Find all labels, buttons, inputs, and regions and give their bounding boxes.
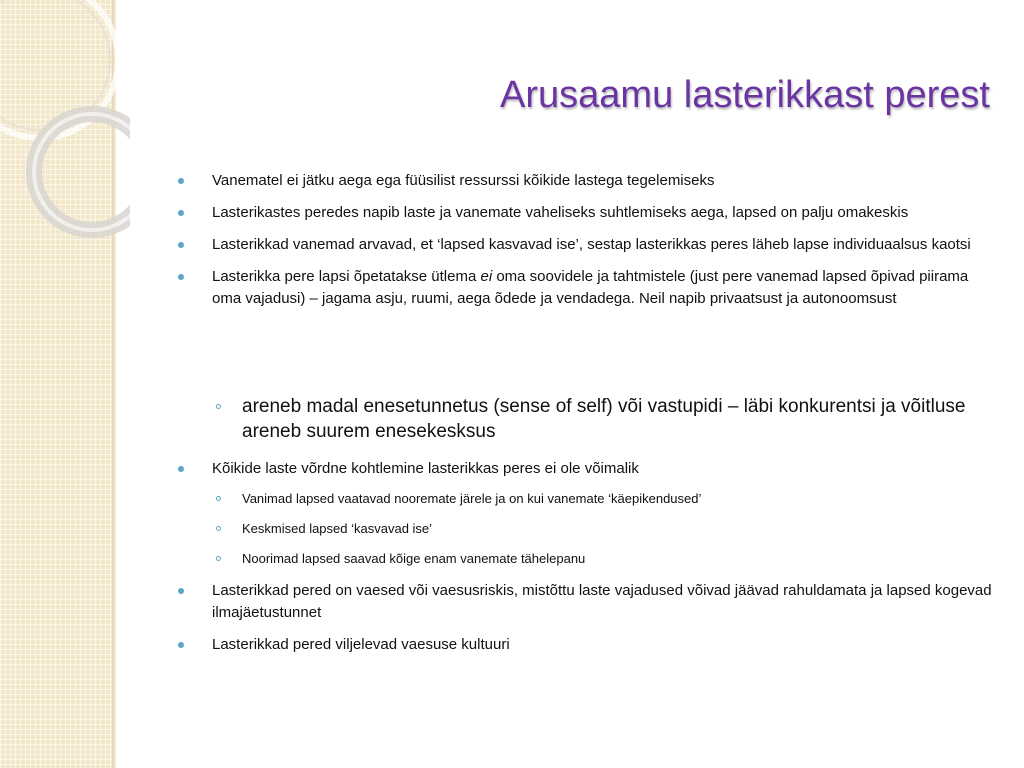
bullet-dot-icon [178, 466, 184, 472]
bullet-text: Vanematel ei jätku aega ega füüsilist ressurssi kõikide lastega tegelemiseks [212, 172, 715, 189]
bullet-text-part: oma soovidele ja tahtmistele (just pere vanemad lapsed õpivad piirama oma vajadusi) – jagama asju, ruumi, aega õdede ja vendadega. Neil napib privaatsust ja autonoomsust [212, 268, 969, 307]
bullet-text [212, 268, 968, 307]
sub-bullet-ring-icon [216, 526, 221, 531]
bullet-dot-icon [178, 178, 184, 184]
sub-bullet-ring-icon [216, 404, 221, 409]
bullet-text: Lasterikkad pered on vaesed või vaesusriskis, mistõttu laste vajadused võivad jäävad rahuldamata ja lapsed kogevad ilmajäetustunnet [212, 582, 992, 621]
bullet-dot-icon [178, 642, 184, 648]
sub-bullet-text: areneb madal enesetunnetus (sense of self) või vastupidi – läbi konkurentsi ja võitluse areneb suurem enesekesksus [242, 396, 966, 442]
bullet-item [178, 634, 998, 656]
bullet-dot-icon [178, 242, 184, 248]
bullet-text-part: Lasterikka pere lapsi õpetatakse ütlema [212, 268, 481, 285]
bullet-item [178, 170, 998, 192]
sub-bullet-text: Vanimad lapsed vaatavad nooremate järele ja on kui vanemate ‘käepikendused’ [242, 491, 702, 506]
bullet-list-continued [178, 394, 998, 666]
bullet-list [178, 170, 998, 320]
sub-bullet-item [178, 520, 998, 538]
slide-title: Arusaamu lasterikkast perest [500, 74, 990, 116]
sub-bullet-text: Keskmised lapsed ‘kasvavad ise’ [242, 521, 433, 536]
sub-bullet-ring-icon [216, 556, 221, 561]
bullet-text: Lasterikkad pered viljelevad vaesuse kultuuri [212, 636, 510, 653]
bullet-dot-icon [178, 588, 184, 594]
bullet-item [178, 202, 998, 224]
sub-bullet-text: Noorimad lapsed saavad kõige enam vanemate tähelepanu [242, 551, 586, 566]
bullet-dot-icon [178, 274, 184, 280]
decorative-rings [0, 0, 130, 260]
bullet-item [178, 580, 998, 624]
bullet-text-emphasis: ei [480, 268, 493, 285]
sub-bullet-ring-icon [216, 496, 221, 501]
sub-bullet-item [178, 550, 998, 568]
bullet-item [178, 234, 998, 256]
bullet-text: Lasterikkad vanemad arvavad, et ‘lapsed kasvavad ise’, sestap lasterikkas peres läheb lapse individuaalsus kaotsi [212, 236, 971, 253]
bullet-item [178, 458, 998, 480]
bullet-dot-icon [178, 210, 184, 216]
bullet-text: Lasterikastes peredes napib laste ja vanemate vaheliseks suhtlemiseks aega, lapsed on palju omakeskis [212, 204, 909, 221]
sub-bullet-item [178, 490, 998, 508]
sub-bullet-item [178, 394, 998, 444]
bullet-text: Kõikide laste võrdne kohtlemine lasterikkas peres ei ole võimalik [212, 460, 639, 477]
bullet-item [178, 266, 998, 310]
